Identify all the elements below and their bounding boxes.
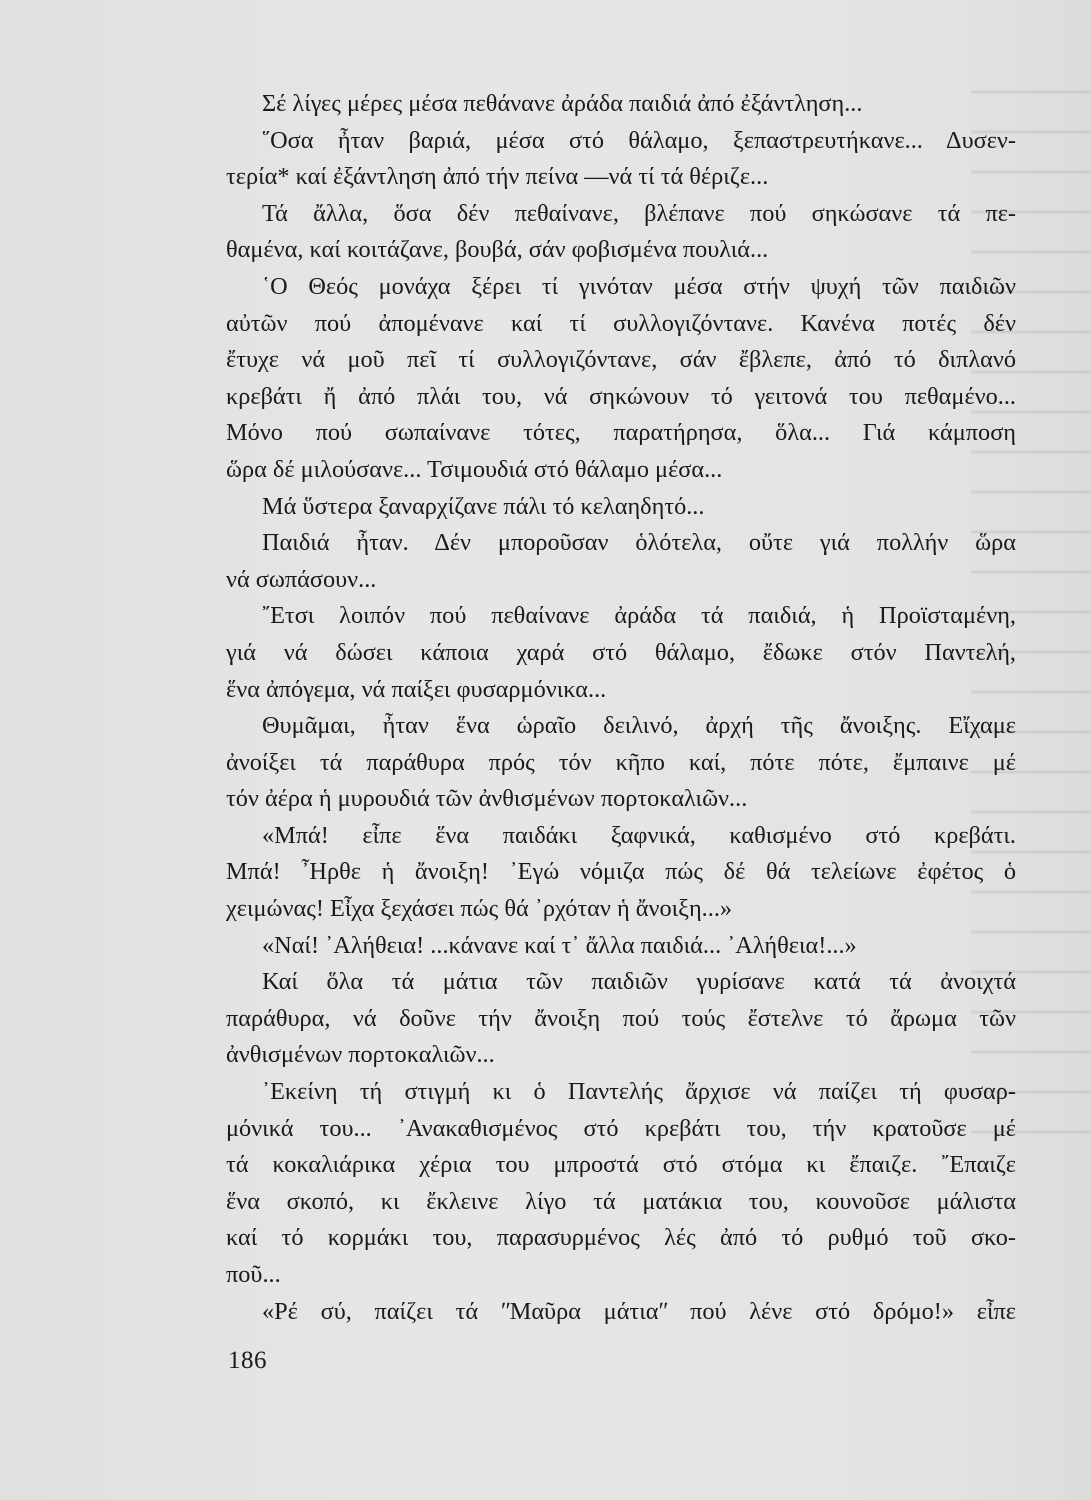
text-line: Παιδιά ἦταν. Δέν μποροῦσαν ὁλότελα, οὔτε γιά πολλήν ὥρα [262, 529, 1016, 557]
text-line: τόν ἀέρα ἡ μυρουδιά τῶν ἀνθισμένων πορτοκαλιῶν... [226, 785, 748, 813]
text-line: Μά ὕστερα ξαναρχίζανε πάλι τό κελαηδητό... [262, 492, 705, 520]
text-line: Μπά! ῏Ηρθε ἡ ἄνοιξη! ᾿Εγώ νόμιζα πώς δέ θά τελείωνε ἐφέτος ὁ [226, 858, 1016, 886]
text-line: Τά ἄλλα, ὅσα δέν πεθαίνανε, βλέπανε πού σηκώσανε τά πε- [262, 199, 1016, 227]
text-line: Μόνο πού σωπαίνανε τότες, παρατήρησα, ὅλα... Γιά κάμποση [226, 419, 1016, 447]
text-line: ποῦ... [226, 1261, 281, 1288]
text-line: «Ρέ σύ, παίζει τά ʺΜαῦρα μάτιαʺ πού λένε στό δρόμο!» εἶπε [262, 1297, 1016, 1325]
text-line: τερία* καί ἐξάντληση ἀπό τήν πείνα —νά τί τά θέριζε... [226, 163, 769, 191]
text-line: νά σωπάσουν... [226, 565, 377, 593]
text-line: ἕνα σκοπό, κι ἔκλεινε λίγο τά ματάκια του, κουνοῦσε μάλιστα [226, 1187, 1016, 1215]
text-line: «Μπά! εἶπε ἕνα παιδάκι ξαφνικά, καθισμένο στό κρεβάτι. [262, 821, 1016, 849]
text-line: αὐτῶν πού ἀπομένανε καί τί συλλογιζόντανε. Κανένα ποτές δέν [226, 309, 1016, 337]
text-line: χειμώνας! Εἶχα ξεχάσει πώς θά ᾿ρχόταν ἡ ἄνοιξη...» [226, 895, 733, 923]
text-line: Θυμᾶμαι, ἦταν ἕνα ὡραῖο δειλινό, ἀρχή τῆς ἄνοιξης. Εἴχαμε [262, 712, 1016, 740]
text-line: γιά νά δώσει κάποια χαρά στό θάλαμο, ἔδωκε στόν Παντελή, [226, 638, 1016, 666]
text-line: τά κοκαλιάρικα χέρια του μπροστά στό στόμα κι ἔπαιζε. ῎Επαιζε [226, 1151, 1016, 1179]
text-line: «Ναί! ᾿Αλήθεια! ...κάνανε καί τ᾿ ἄλλα παιδιά... ᾿Αλήθεια!...» [262, 931, 857, 959]
text-line: ἀνοίξει τά παράθυρα πρός τόν κῆπο καί, πότε πότε, ἔμπαινε μέ [226, 748, 1016, 776]
text-line: κρεβάτι ἤ ἀπό πλάι του, νά σηκώνουν τό γειτονά του πεθαμένο... [226, 382, 1016, 410]
page-number: 186 [228, 1347, 267, 1374]
text-line: ὥρα δέ μιλούσανε... Τσιμουδιά στό θάλαμο μέσα... [226, 455, 723, 483]
text-line: παράθυρα, νά δοῦνε τήν ἄνοιξη πού τούς ἔστελνε τό ἄρωμα τῶν [226, 1004, 1016, 1032]
text-line: ῞Οσα ἦταν βαριά, μέσα στό θάλαμο, ξεπαστρευτήκανε... Δυσεν- [262, 126, 1016, 154]
text-line: θαμένα, καί κοιτάζανε, βουβά, σάν φοβισμένα πουλιά... [226, 236, 769, 264]
body-text [226, 86, 1016, 1330]
text-line: ἕνα ἀπόγεμα, νά παίξει φυσαρμόνικα... [226, 675, 607, 703]
text-line: μόνικά του... ᾿Ανακαθισμένος στό κρεβάτι του, τήν κρατοῦσε μέ [226, 1114, 1016, 1142]
text-line: ἀνθισμένων πορτοκαλιῶν... [226, 1041, 495, 1069]
text-line: Σέ λίγες μέρες μέσα πεθάνανε ἀράδα παιδιά ἀπό ἐξάντληση... [262, 90, 863, 117]
text-line: ῾Ο Θεός μονάχα ξέρει τί γινόταν μέσα στήν ψυχή τῶν παιδιῶν [262, 272, 1016, 300]
text-line: ᾿Εκείνη τή στιγμή κι ὁ Παντελής ἄρχισε νά παίζει τή φυσαρ- [262, 1078, 1016, 1106]
text-line: Καί ὅλα τά μάτια τῶν παιδιῶν γυρίσανε κατά τά ἀνοιχτά [262, 968, 1016, 996]
text-line: ἔτυχε νά μοῦ πεῖ τί συλλογιζόντανε, σάν ἔβλεπε, ἀπό τό διπλανό [226, 346, 1016, 374]
text-line: ῎Ετσι λοιπόν πού πεθαίνανε ἀράδα τά παιδιά, ἡ Προϊσταμένη, [262, 602, 1016, 630]
text-line: καί τό κορμάκι του, παρασυρμένος λές ἀπό τό ρυθμό τοῦ σκο- [226, 1224, 1016, 1252]
